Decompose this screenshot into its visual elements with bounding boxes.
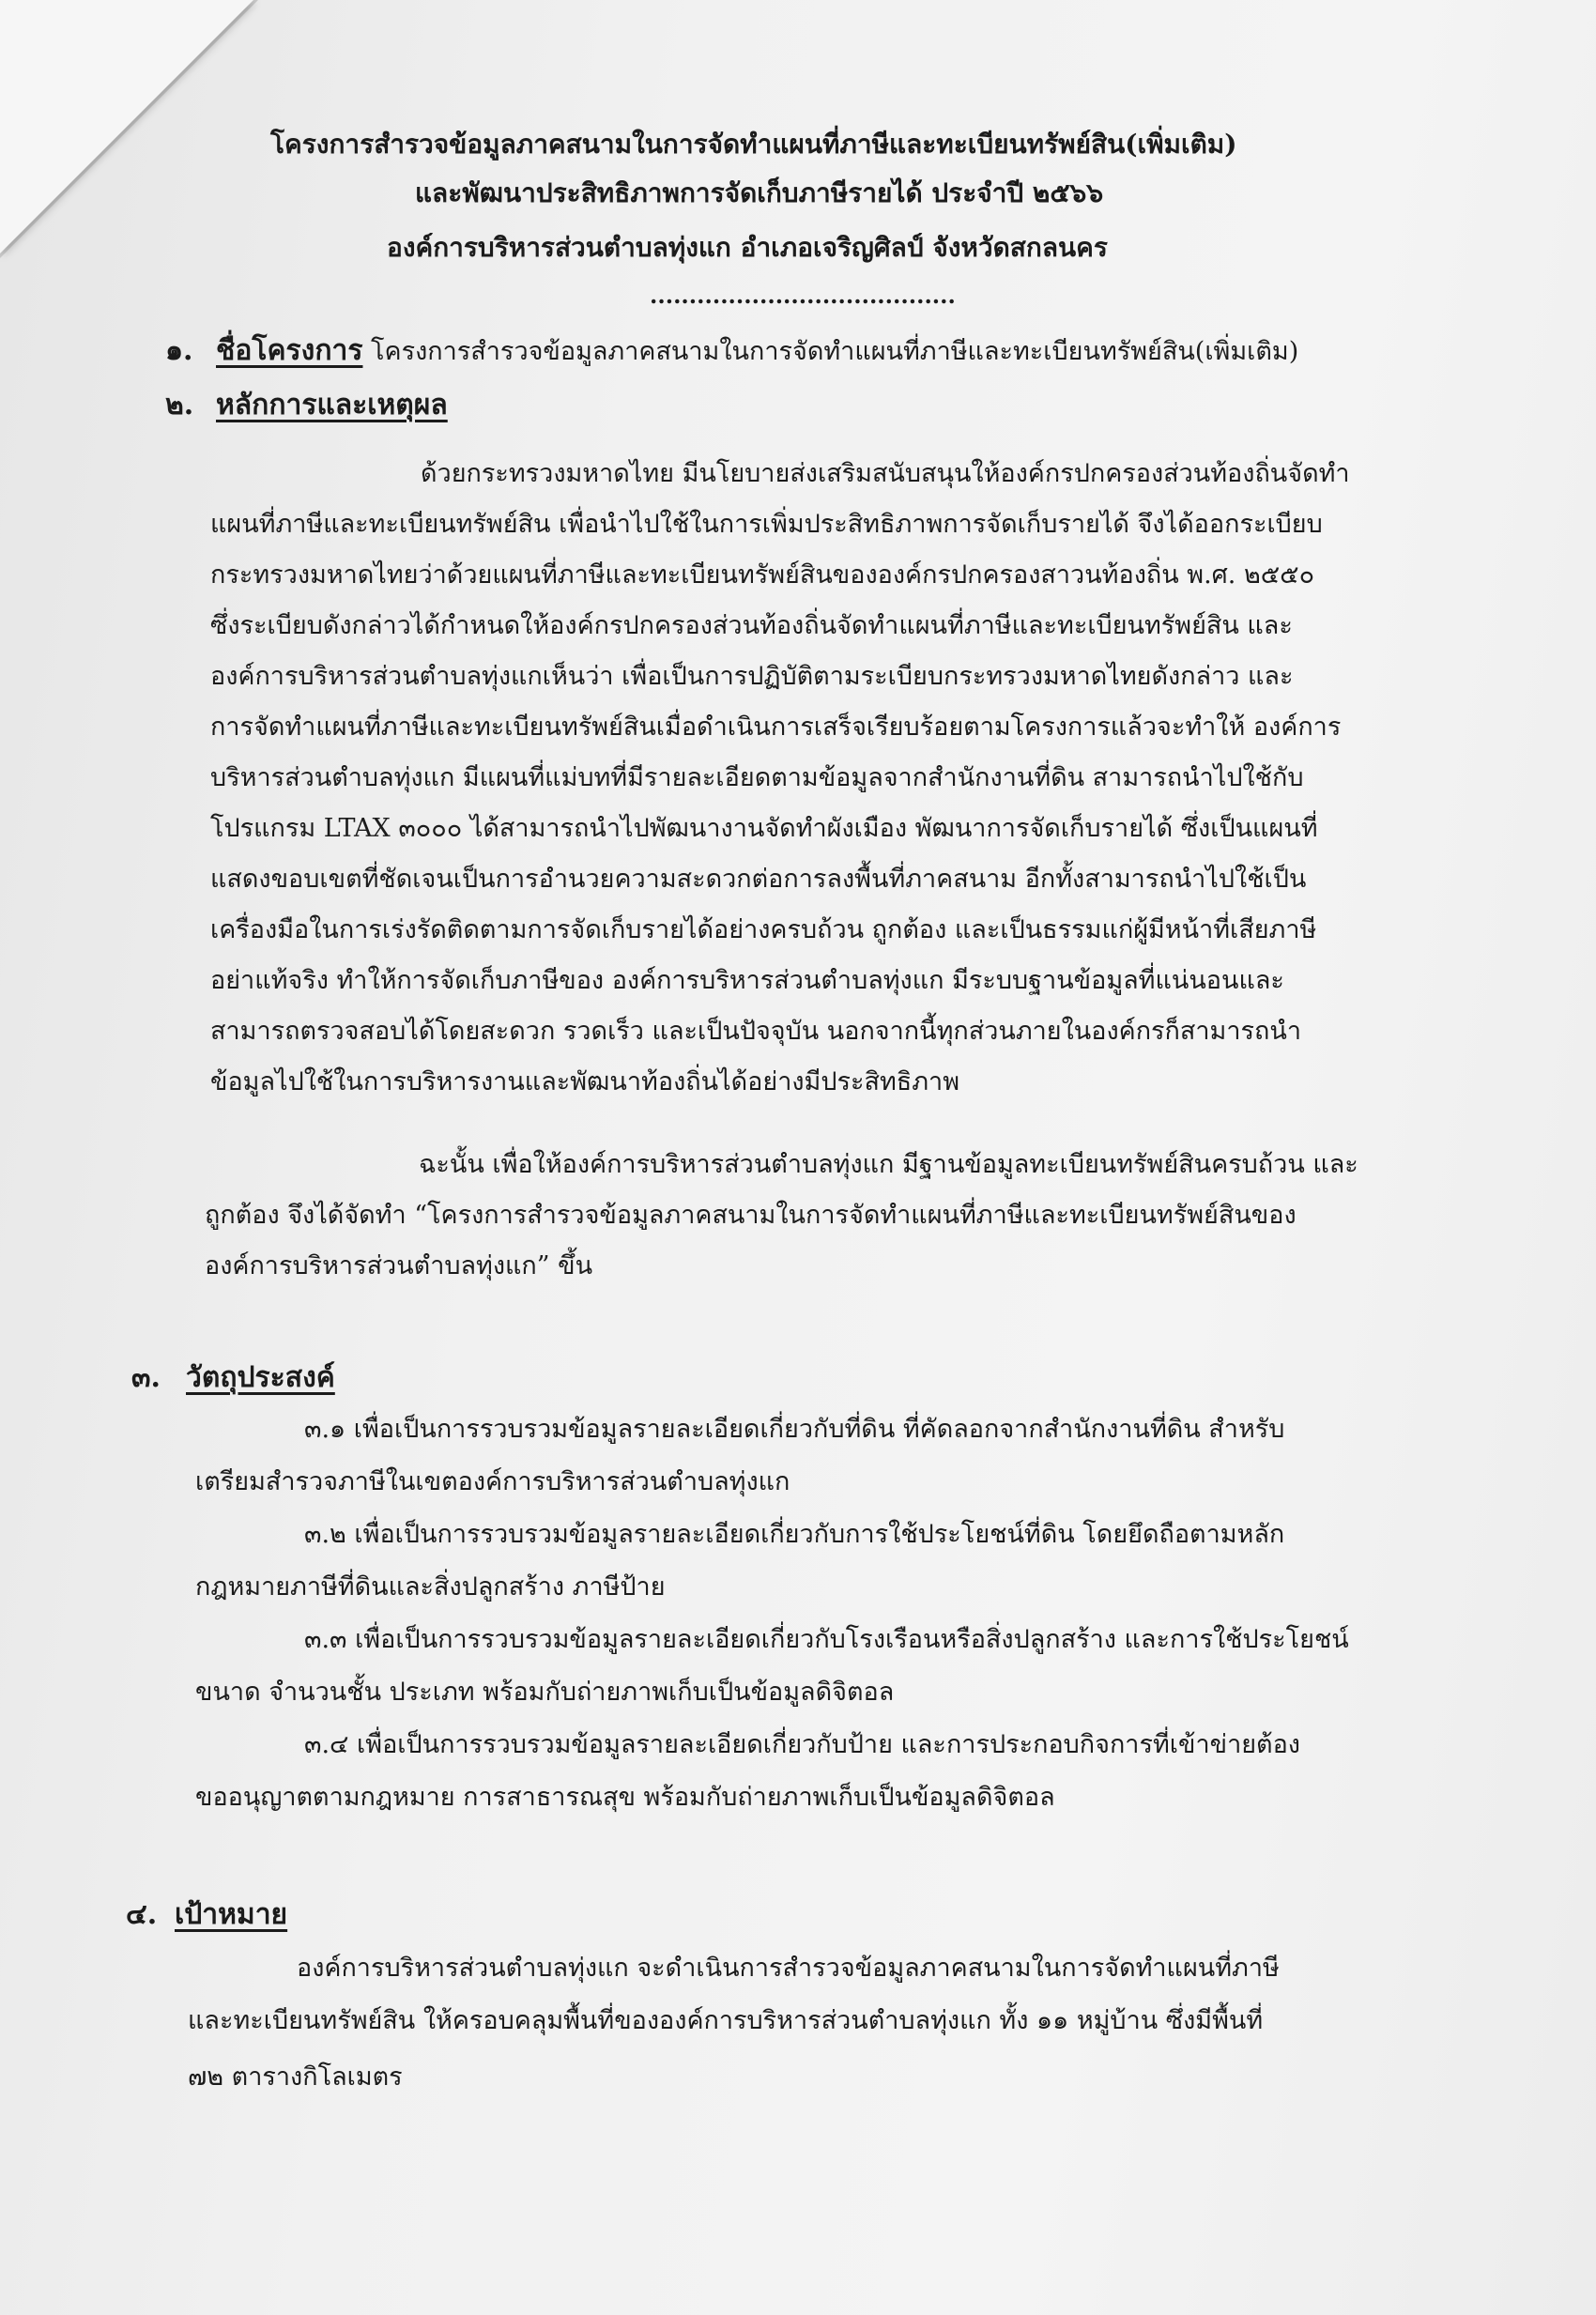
s2-p2-line-2: ถูกต้อง จึงได้จัดทำ “โครงการสำรวจข้อมูลภาคสนามในการจัดทำแผนที่ภาษีและทะเบียนทรัพย์สินของ: [205, 1201, 1297, 1230]
s2-p1-line-8: โปรแกรม LTAX ๓๐๐๐ ได้สามารถนำไปพัฒนางานจัดทำผังเมือง พัฒนาการจัดเก็บรายได้ ซึ่งเป็นแผนที่: [210, 814, 1318, 843]
s2-p1-line-13: ข้อมูลไปใช้ในการบริหารงานและพัฒนาท้องถิ่นได้อย่างมีประสิทธิภาพ: [210, 1067, 960, 1096]
section-1-number: ๑.: [165, 334, 193, 367]
section-3-number: ๓.: [131, 1361, 161, 1394]
s2-p1-line-7: บริหารส่วนตำบลทุ่งแก มีแผนที่แม่บทที่มีรายละเอียดตามข้อมูลจากสำนักงานที่ดิน สามารถนำไปใช้กับ: [210, 763, 1304, 792]
s4-line-1: องค์การบริหารส่วนตำบลทุ่งแก จะดำเนินการสำรวจข้อมูลภาคสนามในการจัดทำแผนที่ภาษี: [297, 1954, 1280, 1983]
s2-p2-line-3: องค์การบริหารส่วนตำบลทุ่งแก” ขึ้น: [205, 1251, 593, 1280]
section-3-heading: วัตถุประสงค์: [186, 1361, 335, 1394]
s3-item-3-line-2: ขนาด จำนวนชั้น ประเภท พร้อมกับถ่ายภาพเก็บเป็นข้อมูลดิจิตอล: [195, 1678, 895, 1707]
section-2-heading: หลักการและเหตุผล: [216, 389, 448, 422]
s2-p1-line-10: เครื่องมือในการเร่งรัดติดตามการจัดเก็บรายได้อย่างครบถ้วน ถูกต้อง และเป็นธรรมแก่ผู้มีหน้าที่เสียภาษี: [210, 915, 1317, 944]
section-1-heading: ชื่อโครงการ: [216, 334, 363, 367]
s2-p1-line-6: การจัดทำแผนที่ภาษีและทะเบียนทรัพย์สินเมื่อดำเนินการเสร็จเรียบร้อยตามโครงการแล้วจะทำให้ องค์การ: [210, 713, 1342, 742]
s2-p1-line-11: อย่าแท้จริง ทำให้การจัดเก็บภาษีของ องค์การบริหารส่วนตำบลทุ่งแก มีระบบฐานข้อมูลที่แน่นอนและ: [210, 966, 1284, 995]
section-1-text: โครงการสำรวจข้อมูลภาคสนามในการจัดทำแผนที่ภาษีและทะเบียนทรัพย์สิน(เพิ่มเติม): [362, 337, 1299, 366]
section-4-number: ๔.: [126, 1898, 158, 1931]
s3-item-4-line-2: ขออนุญาตตามกฎหมาย การสาธารณสุข พร้อมกับถ่ายภาพเก็บเป็นข้อมูลดิจิตอล: [195, 1783, 1055, 1812]
s2-p1-line-9: แสดงขอบเขตที่ชัดเจนเป็นการอำนวยความสะดวกต่อการลงพื้นที่ภาคสนาม อีกทั้งสามารถนำไปใช้เป็น: [210, 865, 1307, 894]
s4-line-3: ๗๒ ตารางกิโลเมตร: [188, 2062, 403, 2092]
s4-line-2: และทะเบียนทรัพย์สิน ให้ครอบคลุมพื้นที่ขององค์การบริหารส่วนตำบลทุ่งแก ทั้ง ๑๑ หมู่บ้าน ซึ่งมีพื้นที่: [188, 2006, 1264, 2035]
s3-item-2-line-1: ๓.๒ เพื่อเป็นการรวบรวมข้อมูลรายละเอียดเกี่ยวกับการใช้ประโยชน์ที่ดิน โดยยึดถือตามหลัก: [304, 1520, 1285, 1549]
title-line-3: องค์การบริหารส่วนตำบลทุ่งแก อำเภอเจริญศิลป์ จังหวัดสกลนคร: [387, 232, 1108, 263]
s2-p1-line-4: ซึ่งระเบียบดังกล่าวได้กำหนดให้องค์กรปกครองส่วนท้องถิ่นจัดทำแผนที่ภาษีและทะเบียนทรัพย์สิน และ: [210, 611, 1293, 640]
s2-p1-line-1: ด้วยกระทรวงมหาดไทย มีนโยบายส่งเสริมสนับสนุนให้องค์กรปกครองส่วนท้องถิ่นจัดทำ: [421, 459, 1350, 488]
s2-p2-line-1: ฉะนั้น เพื่อให้องค์การบริหารส่วนตำบลทุ่งแก มีฐานข้อมูลทะเบียนทรัพย์สินครบถ้วน และ: [419, 1150, 1358, 1179]
s3-item-4-line-1: ๓.๔ เพื่อเป็นการรวบรวมข้อมูลรายละเอียดเกี่ยวกับป้าย และการประกอบกิจการที่เข้าข่ายต้อง: [304, 1730, 1300, 1759]
s2-p1-line-5: องค์การบริหารส่วนตำบลทุ่งแกเห็นว่า เพื่อเป็นการปฏิบัติตามระเบียบกระทรวงมหาดไทยดังกล่าว และ: [210, 662, 1294, 691]
s2-p1-line-12: สามารถตรวจสอบได้โดยสะดวก รวดเร็ว และเป็นปัจจุบัน นอกจากนี้ทุกส่วนภายในองค์กรก็สามารถนำ: [210, 1017, 1301, 1046]
section-4-heading: เป้าหมาย: [175, 1898, 288, 1931]
section-1-line: [216, 329, 1298, 373]
section-2-number: ๒.: [165, 389, 194, 422]
s2-p1-line-3: กระทรวงมหาดไทยว่าด้วยแผนที่ภาษีและทะเบียนทรัพย์สินขององค์กรปกครองสาวนท้องถิ่น พ.ศ. ๒๕๕๐: [210, 560, 1315, 590]
title-divider: .......................................: [650, 282, 956, 309]
s3-item-1-line-2: เตรียมสำรวจภาษีในเขตองค์การบริหารส่วนตำบลทุ่งแก: [195, 1467, 790, 1496]
s2-p1-line-2: แผนที่ภาษีและทะเบียนทรัพย์สิน เพื่อนำไปใช้ในการเพิ่มประสิทธิภาพการจัดเก็บรายได้ จึงได้ออกระเบียบ: [210, 510, 1323, 539]
folded-corner: [0, 0, 253, 253]
s3-item-1-line-1: ๓.๑ เพื่อเป็นการรวบรวมข้อมูลรายละเอียดเกี่ยวกับที่ดิน ที่คัดลอกจากสำนักงานที่ดิน สำหรับ: [304, 1415, 1285, 1444]
s3-item-2-line-2: กฎหมายภาษีที่ดินและสิ่งปลูกสร้าง ภาษีป้าย: [195, 1572, 666, 1602]
title-line-1: โครงการสำรวจข้อมูลภาคสนามในการจัดทำแผนที่ภาษีและทะเบียนทรัพย์สิน(เพิ่มเติม): [270, 129, 1237, 160]
title-line-2: และพัฒนาประสิทธิภาพการจัดเก็บภาษีรายได้ ประจำปี ๒๕๖๖: [415, 177, 1104, 208]
s3-item-3-line-1: ๓.๓ เพื่อเป็นการรวบรวมข้อมูลรายละเอียดเกี่ยวกับโรงเรือนหรือสิ่งปลูกสร้าง และการใช้ประโยชน์: [304, 1625, 1349, 1654]
